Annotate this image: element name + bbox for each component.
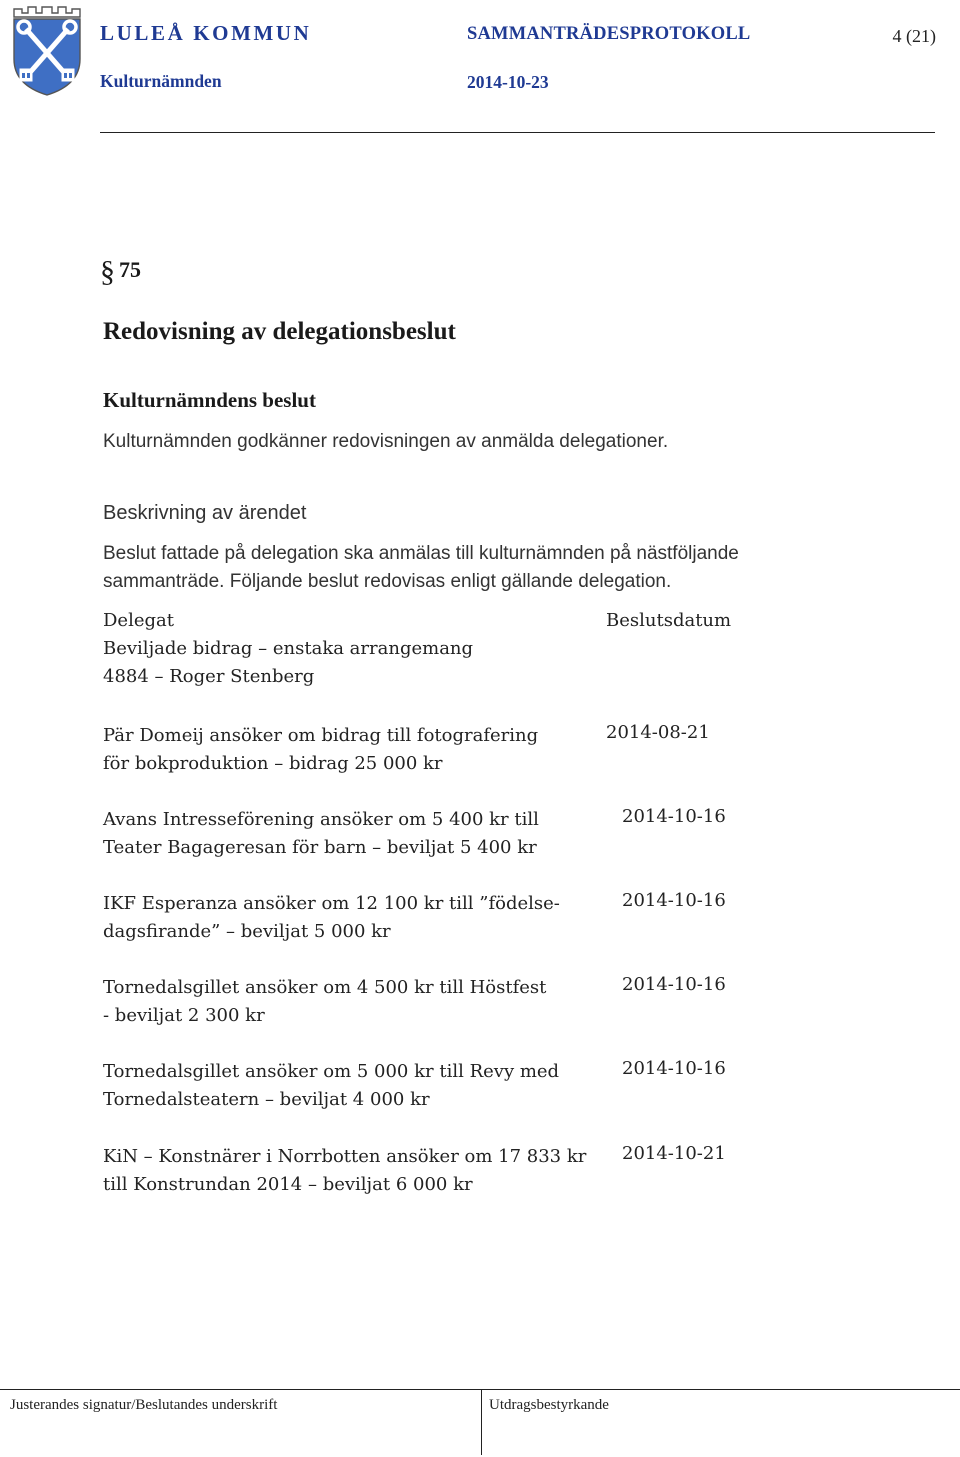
page-number: 4 (21) xyxy=(892,26,936,46)
footer-divider-left xyxy=(0,1389,484,1390)
organization-name: LULEÅ KOMMUN xyxy=(100,21,312,45)
decision-row-date: 2014-10-16 xyxy=(622,890,726,911)
document-type: SAMMANTRÄDESPROTOKOLL xyxy=(467,24,751,44)
certification-field-label: Utdragsbestyrkande xyxy=(489,1397,609,1413)
section-number-value: 75 xyxy=(119,257,141,282)
description-text-line: Beslut fattade på delegation ska anmälas till kulturnämnden på nästföljande xyxy=(103,543,739,564)
section-number xyxy=(100,255,141,289)
committee-name: Kulturnämnden xyxy=(100,71,222,91)
description-text-line: sammanträde. Följande beslut redovisas enligt gällande delegation. xyxy=(103,571,672,592)
decision-text: Kulturnämnden godkänner redovisningen av anmälda delegationer. xyxy=(103,431,669,452)
column-header-decision-date: Beslutsdatum xyxy=(606,610,732,631)
lulea-coat-of-arms-logo xyxy=(10,3,84,97)
section-title: Redovisning av delegationsbeslut xyxy=(103,318,456,345)
signature-field-label: Justerandes signatur/Beslutandes underskrift xyxy=(10,1397,278,1413)
meeting-date: 2014-10-23 xyxy=(467,72,549,92)
decision-row-date: 2014-10-16 xyxy=(622,1058,726,1079)
paragraph-symbol: § xyxy=(100,255,115,288)
decision-row-text: Tornedalsgillet ansöker om 4 500 kr till Höstfest - beviljat 2 300 kr xyxy=(103,977,547,1026)
delegat-person: 4884 – Roger Stenberg xyxy=(103,666,315,687)
footer-column-divider xyxy=(481,1389,482,1455)
delegat-description: Beviljade bidrag – enstaka arrangemang xyxy=(103,638,474,659)
decision-row-text: IKF Esperanza ansöker om 12 100 kr till ”födelse- dagsfirande” – beviljat 5 000 kr xyxy=(103,893,560,942)
decision-row-text: Tornedalsgillet ansöker om 5 000 kr till Revy med Tornedalsteatern – beviljat 4 000 kr xyxy=(103,1061,560,1110)
description-heading: Beskrivning av ärendet xyxy=(103,502,307,524)
decision-heading: Kulturnämndens beslut xyxy=(103,388,316,412)
footer-divider-right xyxy=(484,1389,960,1390)
decision-row-date: 2014-08-21 xyxy=(606,722,710,743)
header-divider xyxy=(100,132,935,133)
decision-row-text: KiN – Konstnärer i Norrbotten ansöker om 17 833 kr till Konstrundan 2014 – beviljat 6 000 kr xyxy=(103,1146,587,1195)
decision-row-date: 2014-10-16 xyxy=(622,974,726,995)
decision-row-text: Pär Domeij ansöker om bidrag till fotografering för bokproduktion – bidrag 25 000 kr xyxy=(103,725,539,774)
decision-row-date: 2014-10-21 xyxy=(622,1143,726,1164)
column-header-delegat: Delegat xyxy=(103,610,174,631)
decision-row-date: 2014-10-16 xyxy=(622,806,726,827)
decision-row-text: Avans Intresseförening ansöker om 5 400 kr till Teater Bagageresan för barn – beviljat 5 400 kr xyxy=(103,809,539,858)
